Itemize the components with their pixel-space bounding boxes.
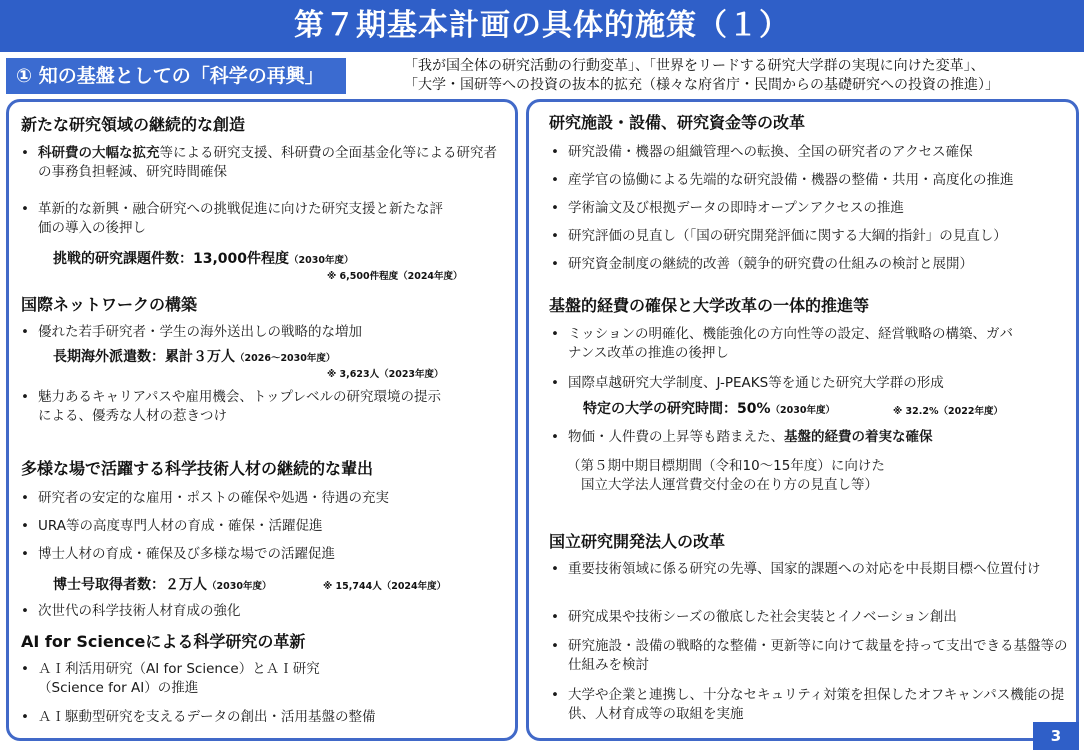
- bullet-icon: •: [551, 228, 559, 244]
- item-text: 優れた若手研究者・学生の海外送出しの戦略的な増加: [38, 324, 362, 340]
- sub-note-line: 国立大学法人運営費交付金の在り方の見直し等）: [581, 477, 878, 493]
- bullet-icon: •: [21, 603, 29, 619]
- bullet-icon: •: [21, 709, 29, 725]
- bullet-icon: •: [551, 687, 559, 703]
- bullet-icon: •: [21, 661, 29, 677]
- list-item: [551, 325, 1021, 363]
- section-heading: 研究施設・設備、研究資金等の改革: [549, 113, 806, 132]
- kpi: [53, 248, 353, 268]
- kpi-year: （2030年度）: [770, 405, 835, 416]
- list-item: [21, 489, 509, 508]
- section-heading: AI for Scienceによる科学研究の革新: [21, 632, 306, 651]
- list-item: [551, 686, 1073, 724]
- bullet-icon: •: [551, 200, 559, 216]
- kpi-value: 特定の大学の研究時間：50%: [583, 401, 771, 417]
- bullet-icon: •: [551, 326, 559, 342]
- kpi: [583, 398, 835, 418]
- bullet-icon: •: [551, 429, 559, 445]
- list-item: [21, 602, 509, 621]
- section-heading: 国際ネットワークの構築: [21, 295, 198, 314]
- kpi-note: ※ 6,500件程度（2024年度）: [327, 271, 463, 282]
- theme-note: [404, 57, 1084, 95]
- bullet-icon: •: [21, 490, 29, 506]
- item-text: 革新的な新興・融合研究への挑戦促進に向けた研究支援と新たな評価の導入の後押し: [38, 201, 443, 236]
- list-item: [21, 660, 321, 698]
- list-item: [551, 428, 1073, 447]
- list-item: [21, 144, 509, 182]
- kpi-value: 挑戦的研究課題件数：13,000件程度: [53, 251, 290, 267]
- sub-note-line: （第５期中期目標期間（令和10〜15年度）に向けた: [567, 458, 885, 474]
- list-item: [551, 608, 1073, 627]
- item-text: 博士人材の育成・確保及び多様な場での活躍促進: [38, 546, 335, 562]
- item-text: 学術論文及び根拠データの即時オープンアクセスの推進: [568, 200, 904, 216]
- list-item: [551, 227, 1073, 246]
- item-text: ＡＩ利活用研究（AI for Science）とＡＩ研究（Science for AI）の推進: [38, 661, 320, 696]
- list-item: [551, 374, 1073, 393]
- list-item: [21, 200, 451, 238]
- section-heading: 国立研究開発法人の改革: [549, 532, 726, 551]
- theme-note-line: 「我が国全体の研究活動の行動変革」、「世界をリードする研究大学群の実現に向けた変革」、: [404, 58, 985, 74]
- sub-note: [567, 457, 1067, 495]
- item-text: 研究施設・設備の戦略的な整備・更新等に向けて裁量を持って支出できる基盤等の仕組みを検討: [568, 638, 1068, 673]
- kpi-year: （2030年度）: [289, 255, 354, 266]
- list-item: [21, 388, 451, 426]
- item-text: ＡＩ駆動型研究を支えるデータの創出・活用基盤の整備: [38, 709, 376, 725]
- emphasis-text: 科研費の大幅な拡充: [38, 145, 160, 161]
- kpi-value: 長期海外派遣数：累計３万人: [53, 349, 235, 365]
- right-panel: [526, 99, 1079, 741]
- page-title: 第７期基本計画の具体的施策（１）: [0, 0, 1084, 52]
- left-panel: [6, 99, 518, 741]
- item-text: URA等の高度専門人材の育成・確保・活躍促進: [38, 518, 323, 534]
- bullet-icon: •: [551, 638, 559, 654]
- list-item: [21, 708, 509, 727]
- bullet-icon: •: [551, 172, 559, 188]
- list-item: [551, 199, 1073, 218]
- item-text: 物価・人件費の上昇等も踏まえた、: [568, 429, 784, 445]
- theme-note-line: 「大学・国研等への投資の抜本的拡充（様々な府省庁・民間からの基礎研究への投資の推進）」: [404, 77, 999, 93]
- bullet-icon: •: [551, 256, 559, 272]
- bullet-icon: •: [21, 324, 29, 340]
- emphasis-text: 基盤的経費の着実な確保: [784, 429, 933, 445]
- kpi-value: 博士号取得者数：２万人: [53, 577, 207, 593]
- item-text: 次世代の科学技術人材育成の強化: [38, 603, 241, 619]
- kpi-note: ※ 3,623人（2023年度）: [327, 369, 444, 380]
- bullet-icon: •: [21, 389, 29, 405]
- bullet-icon: •: [551, 561, 559, 577]
- item-text: ミッションの明確化、機能強化の方向性等の設定、経営戦略の構築、ガバナンス改革の推進の後押し: [568, 326, 1013, 361]
- kpi-note: ※ 15,744人（2024年度）: [323, 581, 447, 592]
- bullet-icon: •: [21, 518, 29, 534]
- bullet-icon: •: [551, 609, 559, 625]
- page-number: 3: [1033, 722, 1079, 750]
- list-item: [551, 255, 1073, 274]
- bullet-icon: •: [21, 145, 29, 161]
- item-text: 研究設備・機器の組織管理への転換、全国の研究者のアクセス確保: [568, 144, 973, 160]
- kpi-year: （2030年度）: [207, 581, 272, 592]
- item-text: 研究資金制度の継続的改善（競争的研究費の仕組みの検討と展開）: [568, 256, 973, 272]
- kpi: [53, 574, 271, 594]
- item-text: 研究者の安定的な雇用・ポストの確保や処遇・待遇の充実: [38, 490, 389, 506]
- kpi-note: ※ 32.2%（2022年度）: [893, 406, 1003, 417]
- section-heading: 新たな研究領域の継続的な創造: [21, 115, 246, 134]
- section-heading: 基盤的経費の確保と大学改革の一体的推進等: [549, 296, 870, 315]
- item-text: 研究評価の見直し（「国の研究開発評価に関する大綱的指針」の見直し）: [568, 228, 1007, 244]
- item-text: 産学官の協働による先端的な研究設備・機器の整備・共用・高度化の推進: [568, 172, 1014, 188]
- bullet-icon: •: [21, 201, 29, 217]
- list-item: [21, 323, 509, 342]
- item-text: 等による研究支援、科研費の全面基金化等による研究者の事務負担軽減、研究時間確保: [38, 145, 497, 180]
- kpi: [53, 346, 335, 366]
- bullet-icon: •: [551, 375, 559, 391]
- item-text: 国際卓越研究大学制度、J-PEAKS等を通じた研究大学群の形成: [568, 375, 944, 391]
- list-item: [551, 560, 1051, 579]
- list-item: [21, 517, 509, 536]
- list-item: [551, 143, 1073, 162]
- item-text: 大学や企業と連携し、十分なセキュリティ対策を担保したオフキャンパス機能の提供、人材育成等の取組を実施: [568, 687, 1065, 722]
- list-item: [551, 637, 1073, 675]
- kpi-year: （2026〜2030年度）: [235, 353, 336, 364]
- theme-label: ① 知の基盤としての「科学の再興」: [6, 58, 346, 94]
- section-heading: 多様な場で活躍する科学技術人材の継続的な輩出: [21, 459, 374, 478]
- bullet-icon: •: [21, 546, 29, 562]
- item-text: 研究成果や技術シーズの徹底した社会実装とイノベーション創出: [568, 609, 957, 625]
- item-text: 重要技術領域に係る研究の先導、国家的課題への対応を中長期目標へ位置付け: [568, 561, 1041, 577]
- list-item: [551, 171, 1073, 190]
- item-text: 魅力あるキャリアパスや雇用機会、トップレベルの研究環境の提示による、優秀な人材の惹きつけ: [38, 389, 441, 424]
- bullet-icon: •: [551, 144, 559, 160]
- list-item: [21, 545, 509, 564]
